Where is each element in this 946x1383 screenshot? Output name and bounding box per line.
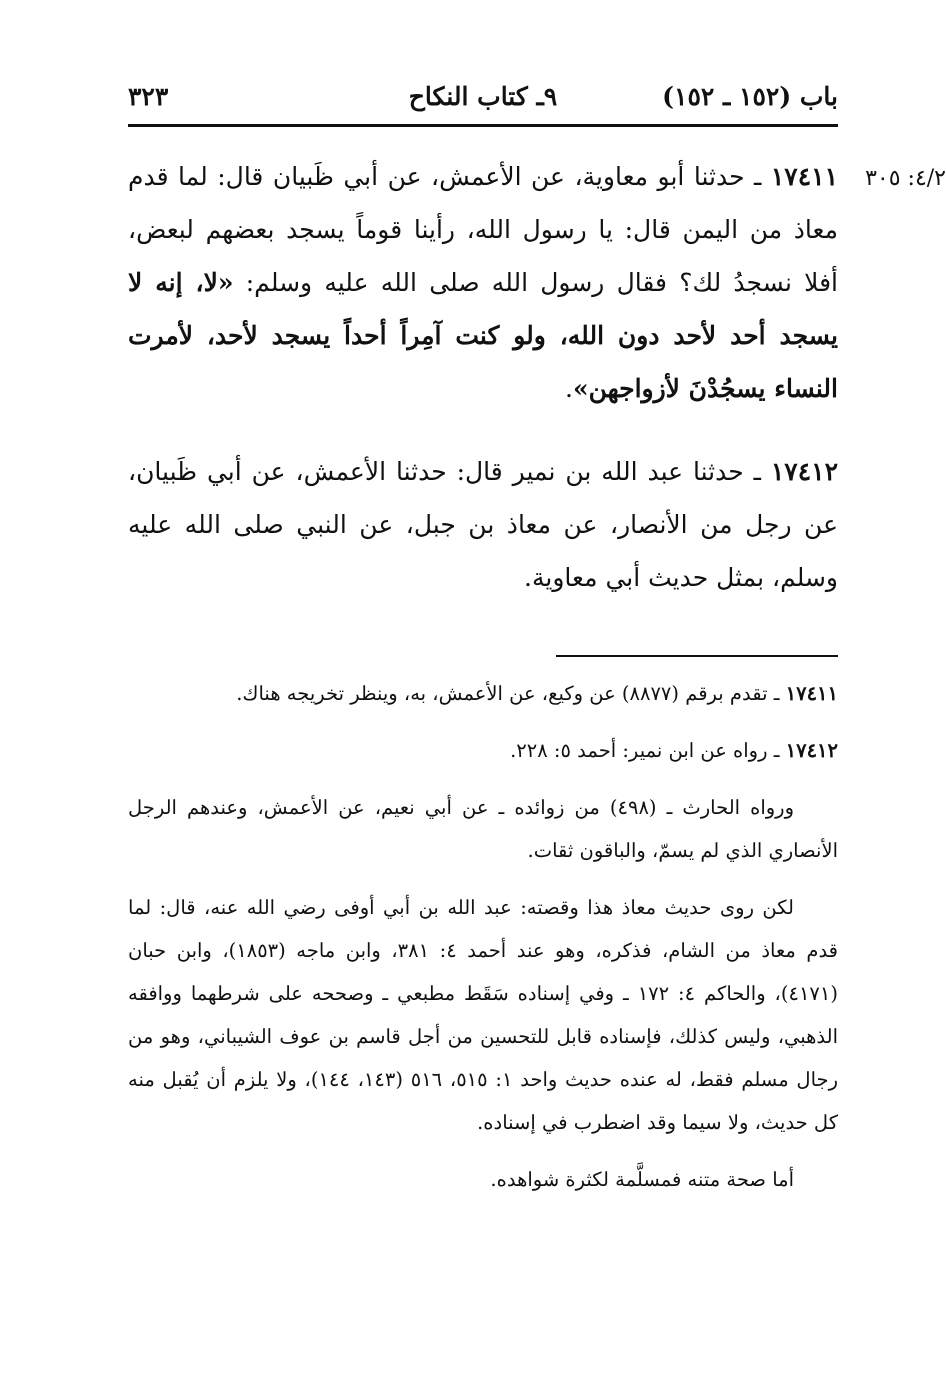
prophetic-saying: «لا، إنه لا يسجد أحد لأحد دون الله، ولو كنت آمِراً أحداً يسجد لأحد، لأمرت النساء يسجُدْنَ لأزواجهن» — [128, 268, 838, 403]
page-header — [128, 78, 838, 122]
note-text: ـ تقدم برقم (٨٨٧٧) عن وكيع، عن الأعمش، به، وينظر تخريجه هناك. — [236, 682, 786, 705]
hadith-body — [128, 150, 838, 634]
footnotes — [128, 672, 838, 1215]
hadith-text: ـ حدثنا أبو معاوية، عن الأعمش، عن أبي ظَبيان قال: لما قدم معاذ من اليمن قال: يا رسول الله، رأينا قوماً يسجد بعضهم لبعض، أفلا نسجدُ لك؟ فقال رسول الله صلى الله عليه وسلم: — [128, 162, 838, 297]
note-paragraph: لكن روى حديث معاذ هذا وقصته: عبد الله بن أبي أوفى رضي الله عنه، قال: لما قدم معاذ من الشام، فذكره، وهو عند أحمد ٤: ٣٨١، وابن ماجه (١٨٥٣)، وابن حبان (٤١٧١)، والحاكم ٤: ١٧٢ ـ وفي إسناده سَقَط مطبعي ـ وصححه على شرطهما ووافقه الذهبي، وليس كذلك، فإسناده قابل للتحسين من أجل قاسم بن عوف الشيباني، وهو من رجال مسلم فقط، له عنده حديث واحد ١: ٥١٥، ٥١٦ (١٤٣، ١٤٤)، ولا يلزم أن يُقبل منه كل حديث، ولا سيما وقد اضطرب في إسناده. — [128, 896, 838, 1134]
section-title: باب (١٥٢ ـ ١٥٢) — [662, 82, 838, 111]
note-17411 — [128, 672, 838, 715]
book-title: ٩ـ كتاب النكاح — [408, 82, 558, 111]
note-17412 — [128, 729, 838, 772]
footnote-rule — [556, 655, 838, 657]
margin-reference: ٤/٢: ٣٠٥ — [865, 166, 946, 191]
hadith-ending: . — [564, 374, 573, 403]
header-rule — [128, 124, 838, 127]
hadith-number: ١٧٤١١ — [770, 162, 838, 191]
hadith-number: ١٧٤١٢ — [770, 457, 838, 486]
note-number: ١٧٤١١ — [785, 682, 838, 705]
hadith-17412 — [128, 445, 838, 604]
note-text: ـ رواه عن ابن نمير: أحمد ٥: ٢٢٨. — [510, 739, 786, 762]
hadith-17411 — [128, 150, 838, 415]
page-number: ٣٢٣ — [128, 82, 169, 111]
note-number: ١٧٤١٢ — [785, 739, 838, 762]
hadith-text: ـ حدثنا عبد الله بن نمير قال: حدثنا الأعمش، عن أبي ظَبيان، عن رجل من الأنصار، عن معاذ بن جبل، عن النبي صلى الله عليه وسلم، بمثل حديث أبي معاوية. — [128, 457, 838, 592]
note-paragraph: أما صحة متنه فمسلَّمة لكثرة شواهده. — [490, 1168, 794, 1191]
note-paragraph: ورواه الحارث ـ (٤٩٨) من زوائده ـ عن أبي نعيم، عن الأعمش، وعندهم الرجل الأنصاري الذي لم يسمّ، والباقون ثقات. — [128, 796, 838, 862]
